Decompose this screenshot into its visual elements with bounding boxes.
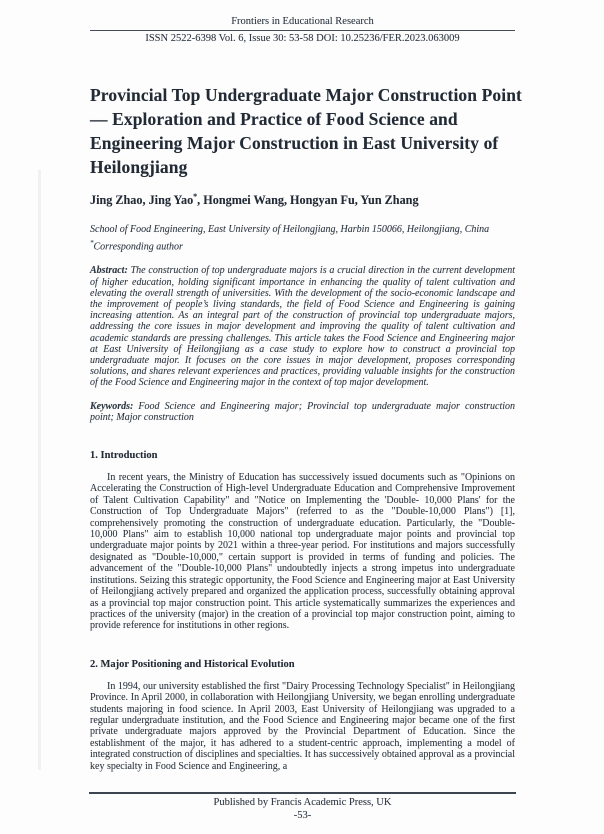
corresponding-author-asterisk: * bbox=[193, 192, 198, 201]
affiliation: School of Food Engineering, East University of Heilongjiang, Harbin 150066, Heilongjiang, China bbox=[90, 224, 490, 236]
abstract-label: Abstract: bbox=[90, 265, 128, 277]
scan-artifact-line bbox=[38, 170, 41, 770]
header-rule bbox=[90, 30, 515, 31]
page-footer bbox=[89, 792, 516, 822]
journal-name: Frontiers in Educational Research bbox=[231, 16, 374, 27]
publisher-line: Published by Francis Academic Press, UK bbox=[213, 797, 392, 808]
corresponding-author-note bbox=[90, 237, 515, 254]
section-2-paragraph: In 1994, our university established the first "Dairy Processing Technology Specialist" in Heilongjiang Province. In April 2000, in collaboration with Heilongjiang University, we began enrolling undergraduate students majoring in food science. In April 2003, East University of Heilongjiang was upgraded to a regular undergraduate institution, and the Food Science and Engineering major became one of the first private undergraduate majors approved by the Provincial Department of Education. Since the establishment of the major, it has adhered to a student-centric approach, implementing a model of integrated construction of disciplines and specialties. It has successively obtained approval as a provincial key specialty in Food Science and Engineering, a bbox=[90, 680, 515, 772]
keywords bbox=[90, 401, 515, 423]
affiliation-block bbox=[90, 224, 515, 253]
author-line bbox=[90, 192, 515, 208]
footer-rule bbox=[89, 792, 516, 794]
author-names-leading: Jing Zhao, Jing Yao bbox=[90, 193, 194, 208]
keywords-label: Keywords: bbox=[90, 400, 134, 412]
issn-doi-line: ISSN 2522-6398 Vol. 6, Issue 30: 53-58 DOI: 10.25236/FER.2023.063009 bbox=[145, 33, 460, 44]
page-number: -53- bbox=[293, 810, 312, 821]
section-1-paragraph: In recent years, the Ministry of Education has successively issued documents such as "Opinions on Accelerating the Construction of High-level Undergraduate Education and Comprehensive Improvement of Talent Cultivation Capability" and "Notice on Implementing the 'Double- 10,000 Plans' for the Construction of Top Undergraduate Majors" (referred to as the "Double-10,000 Plans") [1], comprehensively promoting the construction of undergraduate education. Particularly, the "Double-10,000 Plans" aim to establish 10,000 national top undergraduate major points and provincial top undergraduate major points by 2021 within a three-year period. For institutions and majors successfully designated as "Double-10,000," certain support is provided in terms of funding and policies. The advancement of the "Double-10,000 Plans" undoubtedly injects a strong impetus into undergraduate institutions. Seizing this strategic opportunity, the Food Science and Engineering major at East University of Heilongjiang actively prepared and organized the application process, successfully obtaining approval as a provincial top major construction point. This article systematically summarizes the experiences and practices of the university (major) in the creation of a provincial top major construction point, aiming to provide reference for institutions in other regions. bbox=[90, 472, 515, 632]
paper-title: Provincial Top Undergraduate Major Construction Point — Exploration and Practice of Food Science and Engineering Major Construction in East University of Heilongjiang bbox=[90, 85, 522, 177]
author-names-trailing: , Hongmei Wang, Hongyan Fu, Yun Zhang bbox=[197, 193, 419, 208]
corresponding-note-asterisk: * bbox=[90, 238, 94, 247]
page-content bbox=[90, 0, 522, 772]
corresponding-note-text: Corresponding author bbox=[93, 240, 183, 252]
keywords-text: Food Science and Engineering major; Provincial top undergraduate major construction point; Major construction bbox=[90, 400, 515, 423]
section-2-heading: 2. Major Positioning and Historical Evolution bbox=[90, 658, 295, 670]
abstract bbox=[90, 265, 515, 388]
abstract-text: The construction of top undergraduate majors is a crucial direction in the current development of higher education, holding significant importance in enhancing the quality of talent cultivation and elevating the overall strength of universities. With the development of the socio-economic landscape and the improvement of people’s living standards, the field of Food Science and Engineering is gaining increasing attention. As an integral part of the construction of provincial top undergraduate majors, addressing the core issues in major development and improving the quality of talent cultivation and academic standards are pressing challenges. This article takes the Food Science and Engineering major at East University of Heilongjiang as a case study to explore how to construct a provincial top undergraduate major. It focuses on the core issues in major development, proposes corresponding solutions, and shares relevant experiences and practices, providing valuable insights for the construction of the Food Science and Engineering major in the context of top major development. bbox=[90, 265, 515, 389]
journal-header bbox=[90, 0, 515, 45]
section-1-heading: 1. Introduction bbox=[90, 450, 158, 462]
